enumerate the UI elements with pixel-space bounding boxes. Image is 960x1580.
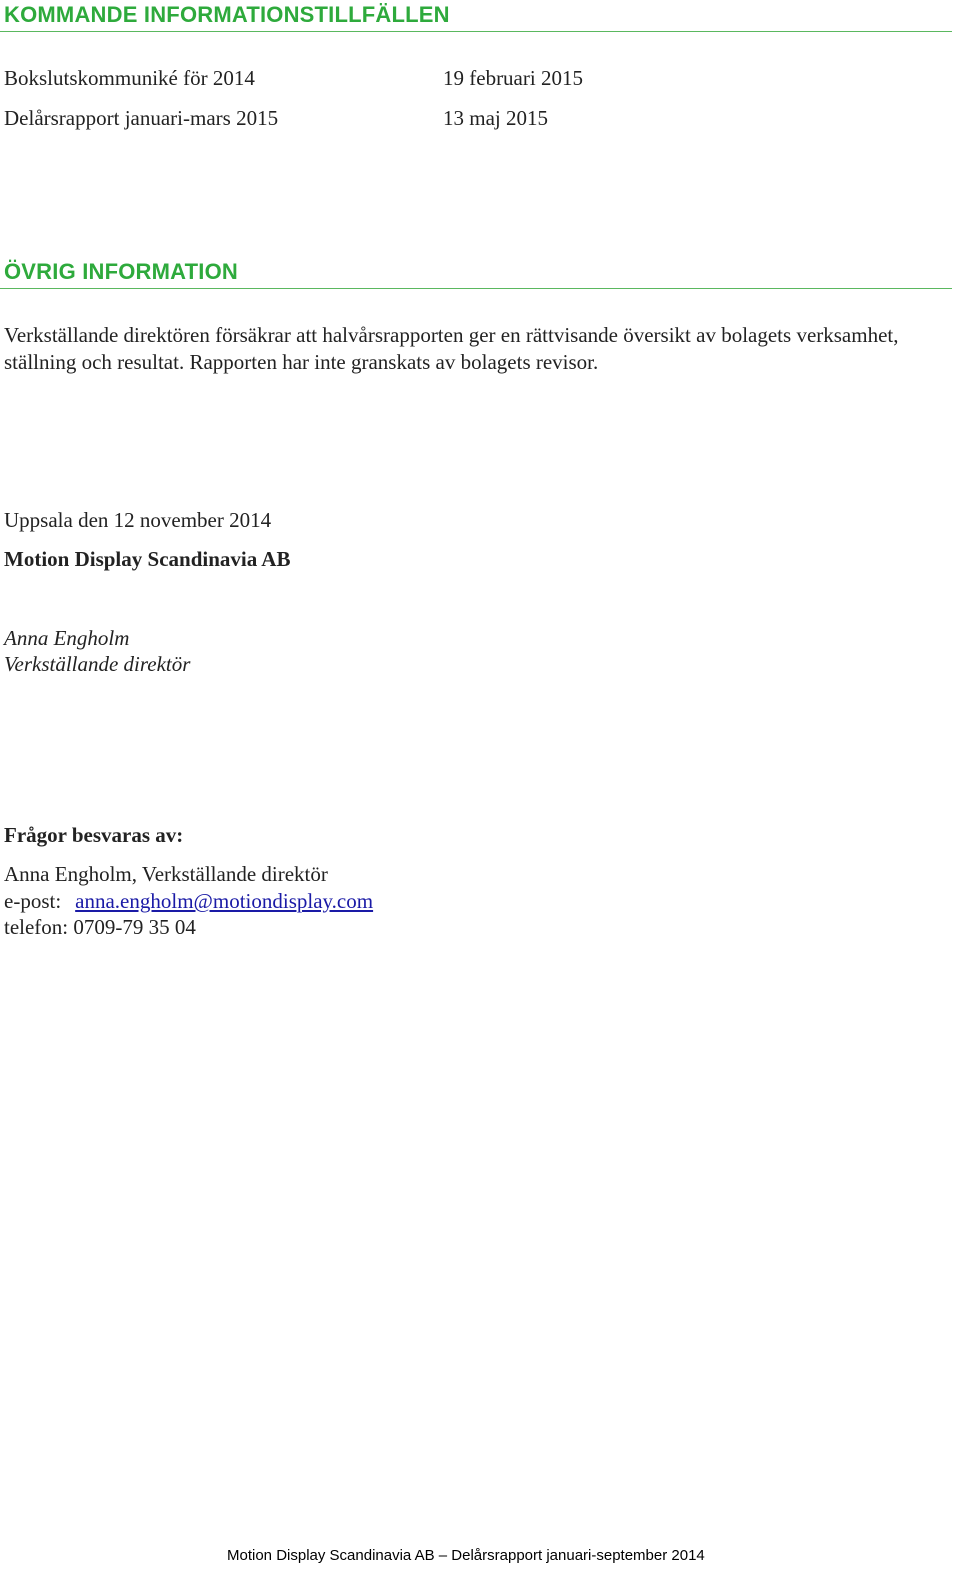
contact-person: Anna Engholm, Verkställande direktör <box>4 862 328 886</box>
signatory-title: Verkställande direktör <box>4 652 191 676</box>
page-footer: Motion Display Scandinavia AB – Delårsrapport januari-september 2014 <box>227 1547 705 1564</box>
upcoming-heading-rule <box>0 31 952 32</box>
email-label: e-post: <box>4 889 62 913</box>
place-and-date: Uppsala den 12 november 2014 <box>4 508 272 532</box>
assurance-paragraph: Verkställande direktören försäkrar att halvårsrapporten ger en rättvisande översikt av bolagets verksamhet, ställning och resultat. Rapporten har inte granskats av bolagets revisor. <box>4 323 899 374</box>
signatory-name: Anna Engholm <box>4 626 130 650</box>
company-name: Motion Display Scandinavia AB <box>4 547 291 571</box>
event-name: Delårsrapport januari-mars 2015 <box>4 106 279 130</box>
email-link[interactable]: anna.engholm@motiondisplay.com <box>75 889 374 913</box>
contact-heading: Frågor besvaras av: <box>4 823 184 847</box>
contact-email-line <box>4 888 373 914</box>
contact-phone: telefon: 0709-79 35 04 <box>4 915 196 939</box>
other-heading-rule <box>0 288 952 289</box>
other-information-heading: ÖVRIG INFORMATION <box>4 259 238 284</box>
event-row <box>4 65 904 91</box>
upcoming-events-heading: KOMMANDE INFORMATIONSTILLFÄLLEN <box>4 2 450 27</box>
event-name: Bokslutskommuniké för 2014 <box>4 66 255 90</box>
event-row <box>4 105 904 131</box>
event-date: 19 februari 2015 <box>443 66 583 90</box>
event-date: 13 maj 2015 <box>443 106 548 130</box>
